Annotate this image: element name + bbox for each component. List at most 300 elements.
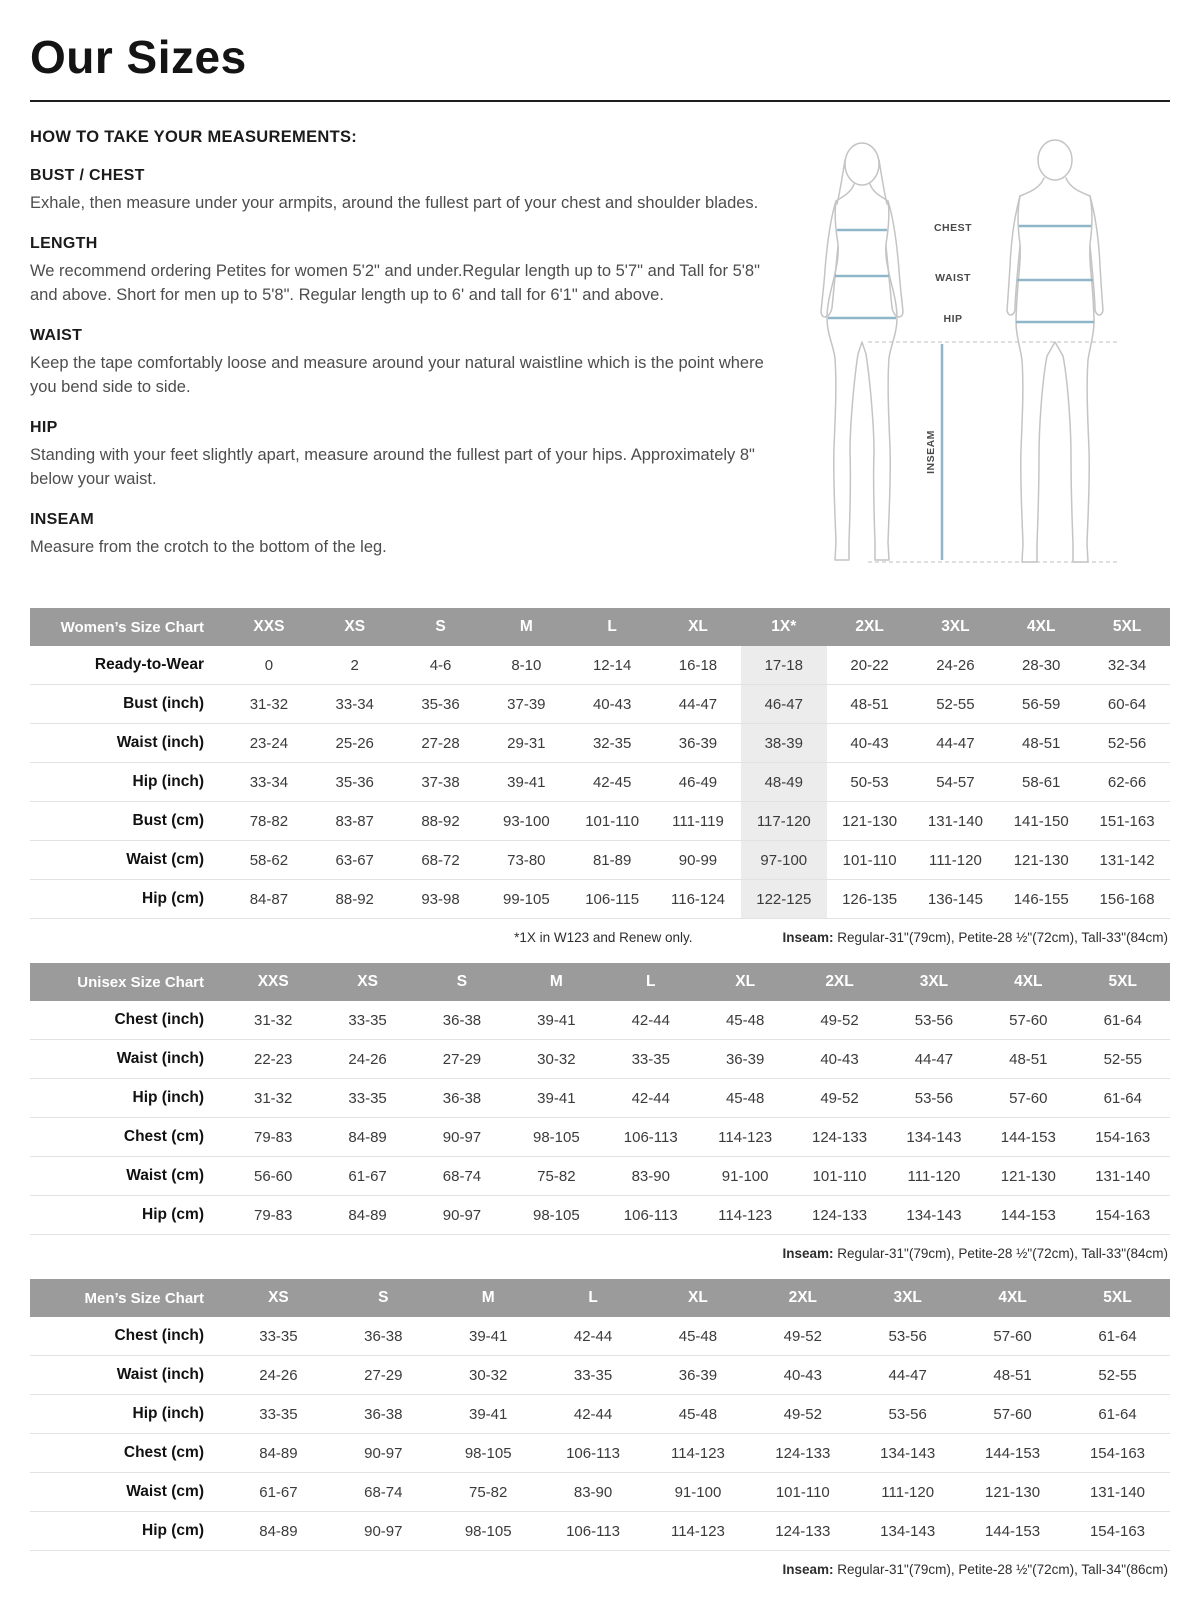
row-label: Waist (cm) — [30, 1473, 226, 1512]
size-value-cell: 45-48 — [698, 1001, 792, 1040]
size-value-cell: 57-60 — [960, 1317, 1065, 1356]
size-value-cell: 121-130 — [998, 841, 1084, 880]
size-value-cell: 88-92 — [312, 880, 398, 919]
column-header-m: M — [509, 963, 603, 1001]
waist-label: WAIST — [935, 272, 971, 284]
inseam-footnote-text: Regular-31"(79cm), Petite-28 ½"(72cm), Tall-33"(84cm) — [833, 1246, 1168, 1261]
size-value-cell: 56-59 — [998, 685, 1084, 724]
size-value-cell: 121-130 — [960, 1473, 1065, 1512]
instruction-body: Measure from the crotch to the bottom of the leg. — [30, 537, 387, 556]
size-value-cell: 46-47 — [741, 685, 827, 724]
size-value-cell: 101-110 — [750, 1473, 855, 1512]
size-value-cell: 106-113 — [541, 1434, 646, 1473]
size-value-cell: 40-43 — [827, 724, 913, 763]
size-value-cell: 75-82 — [509, 1157, 603, 1196]
size-value-cell: 146-155 — [998, 880, 1084, 919]
size-value-cell: 32-35 — [569, 724, 655, 763]
table-row — [30, 724, 1170, 763]
table-row — [30, 1512, 1170, 1551]
size-value-cell: 106-115 — [569, 880, 655, 919]
size-value-cell: 57-60 — [981, 1001, 1075, 1040]
instruction-hip — [30, 419, 782, 491]
instruction-body: Keep the tape comfortably loose and measure around your natural waistline which is the point where you bend side to side. — [30, 354, 764, 396]
size-value-cell: 117-120 — [741, 802, 827, 841]
size-value-cell: 144-153 — [981, 1196, 1075, 1235]
size-value-cell: 40-43 — [750, 1356, 855, 1395]
size-value-cell: 98-105 — [509, 1196, 603, 1235]
size-value-cell: 78-82 — [226, 802, 312, 841]
size-value-cell: 36-39 — [655, 724, 741, 763]
size-value-cell: 79-83 — [226, 1118, 320, 1157]
column-header-l: L — [541, 1279, 646, 1317]
inseam-footnote-label: Inseam: — [782, 930, 834, 945]
size-value-cell: 83-90 — [541, 1473, 646, 1512]
size-value-cell: 48-51 — [981, 1040, 1075, 1079]
size-value-cell: 49-52 — [792, 1001, 886, 1040]
size-value-cell: 62-66 — [1084, 763, 1170, 802]
size-value-cell: 114-123 — [646, 1434, 751, 1473]
size-value-cell: 91-100 — [646, 1473, 751, 1512]
measurement-figures-illustration — [790, 130, 1162, 592]
header-row — [30, 963, 1170, 1001]
size-value-cell: 39-41 — [436, 1395, 541, 1434]
size-value-cell: 54-57 — [913, 763, 999, 802]
size-value-cell: 154-163 — [1076, 1196, 1170, 1235]
size-value-cell: 42-44 — [604, 1079, 698, 1118]
size-value-cell: 52-55 — [1065, 1356, 1170, 1395]
size-value-cell: 42-45 — [569, 763, 655, 802]
man-figure-outline — [1007, 140, 1103, 562]
column-header-m: M — [436, 1279, 541, 1317]
size-value-cell: 33-34 — [226, 763, 312, 802]
table-row — [30, 841, 1170, 880]
size-value-cell: 68-72 — [398, 841, 484, 880]
table-title: Unisex Size Chart — [30, 963, 226, 1001]
table-row — [30, 763, 1170, 802]
size-value-cell: 36-39 — [646, 1356, 751, 1395]
size-value-cell: 121-130 — [827, 802, 913, 841]
size-value-cell: 111-120 — [855, 1473, 960, 1512]
size-value-cell: 68-74 — [331, 1473, 436, 1512]
table-row — [30, 1356, 1170, 1395]
size-value-cell: 141-150 — [998, 802, 1084, 841]
size-value-cell: 154-163 — [1065, 1512, 1170, 1551]
woman-figure-outline — [821, 143, 903, 560]
size-value-cell: 25-26 — [312, 724, 398, 763]
column-header-xl: XL — [698, 963, 792, 1001]
size-value-cell: 131-140 — [913, 802, 999, 841]
instruction-body: We recommend ordering Petites for women 5'2" and under.Regular length up to 5'7" and Tall for 5'8" and above. Short for men up to 5'8". Regular length up to 6' and tall for 6'1" and above. — [30, 262, 760, 304]
size-value-cell: 22-23 — [226, 1040, 320, 1079]
size-value-cell: 151-163 — [1084, 802, 1170, 841]
size-value-cell: 84-89 — [320, 1118, 414, 1157]
table-row — [30, 802, 1170, 841]
row-label: Waist (cm) — [30, 841, 226, 880]
inseam-footnote-text: Regular-31"(79cm), Petite-28 ½"(72cm), Tall-33"(84cm) — [833, 930, 1168, 945]
size-value-cell: 144-153 — [981, 1118, 1075, 1157]
size-value-cell: 27-29 — [415, 1040, 509, 1079]
size-value-cell: 23-24 — [226, 724, 312, 763]
size-value-cell: 61-64 — [1065, 1395, 1170, 1434]
size-value-cell: 131-140 — [1076, 1157, 1170, 1196]
row-label: Bust (inch) — [30, 685, 226, 724]
size-value-cell: 52-55 — [1076, 1040, 1170, 1079]
size-value-cell: 52-56 — [1084, 724, 1170, 763]
footnote-inseam — [782, 930, 1168, 945]
instruction-title: BUST / CHEST — [30, 167, 145, 184]
row-label: Waist (inch) — [30, 724, 226, 763]
size-value-cell: 52-55 — [913, 685, 999, 724]
size-value-cell: 58-62 — [226, 841, 312, 880]
size-value-cell: 98-105 — [436, 1434, 541, 1473]
table-row — [30, 1196, 1170, 1235]
column-header-4xl: 4XL — [998, 608, 1084, 646]
size-value-cell: 84-89 — [226, 1434, 331, 1473]
instructions-column — [30, 128, 782, 579]
size-value-cell: 16-18 — [655, 646, 741, 685]
table-row — [30, 880, 1170, 919]
size-value-cell: 4-6 — [398, 646, 484, 685]
size-value-cell: 84-89 — [226, 1512, 331, 1551]
mens-size-chart-table — [30, 1279, 1170, 1551]
instruction-title: INSEAM — [30, 510, 95, 528]
size-value-cell: 58-61 — [998, 763, 1084, 802]
size-value-cell: 124-133 — [750, 1512, 855, 1551]
size-value-cell: 44-47 — [887, 1040, 981, 1079]
column-header-5xl: 5XL — [1076, 963, 1170, 1001]
size-value-cell: 111-120 — [913, 841, 999, 880]
size-value-cell: 48-51 — [960, 1356, 1065, 1395]
size-value-cell: 32-34 — [1084, 646, 1170, 685]
size-value-cell: 35-36 — [312, 763, 398, 802]
instruction-inseam — [30, 511, 782, 559]
size-value-cell: 90-97 — [415, 1118, 509, 1157]
table-row — [30, 1001, 1170, 1040]
size-value-cell: 61-67 — [226, 1473, 331, 1512]
size-value-cell: 53-56 — [855, 1317, 960, 1356]
size-value-cell: 99-105 — [483, 880, 569, 919]
table-row — [30, 646, 1170, 685]
column-header-xxs: XXS — [226, 963, 320, 1001]
title-divider — [30, 100, 1170, 102]
size-value-cell: 24-26 — [913, 646, 999, 685]
size-value-cell: 101-110 — [827, 841, 913, 880]
column-header-5xl: 5XL — [1084, 608, 1170, 646]
unisex-size-chart-section — [30, 963, 1170, 1263]
row-label: Waist (cm) — [30, 1157, 226, 1196]
column-header-2xl: 2XL — [750, 1279, 855, 1317]
size-value-cell: 90-99 — [655, 841, 741, 880]
column-header-1x: 1X* — [741, 608, 827, 646]
column-header-4xl: 4XL — [981, 963, 1075, 1001]
inseam-label: INSEAM — [925, 430, 937, 474]
instruction-title: LENGTH — [30, 235, 98, 253]
column-header-l: L — [604, 963, 698, 1001]
size-value-cell: 33-35 — [226, 1395, 331, 1434]
size-value-cell: 79-83 — [226, 1196, 320, 1235]
size-value-cell: 84-87 — [226, 880, 312, 919]
column-header-4xl: 4XL — [960, 1279, 1065, 1317]
size-value-cell: 39-41 — [509, 1001, 603, 1040]
size-value-cell: 44-47 — [855, 1356, 960, 1395]
footnote-1x-note: *1X in W123 and Renew only. — [514, 930, 693, 945]
size-value-cell: 50-53 — [827, 763, 913, 802]
size-value-cell: 31-32 — [226, 685, 312, 724]
size-value-cell: 33-34 — [312, 685, 398, 724]
size-value-cell: 84-89 — [320, 1196, 414, 1235]
size-value-cell: 131-140 — [1065, 1473, 1170, 1512]
size-value-cell: 136-145 — [913, 880, 999, 919]
column-header-m: M — [483, 608, 569, 646]
size-value-cell: 45-48 — [646, 1317, 751, 1356]
row-label: Chest (cm) — [30, 1118, 226, 1157]
size-value-cell: 101-110 — [792, 1157, 886, 1196]
size-value-cell: 122-125 — [741, 880, 827, 919]
instruction-body: Standing with your feet slightly apart, measure around the fullest part of your hips. Approximately 8" below your waist. — [30, 446, 755, 488]
size-value-cell: 156-168 — [1084, 880, 1170, 919]
size-value-cell: 40-43 — [569, 685, 655, 724]
size-value-cell: 35-36 — [398, 685, 484, 724]
table-row — [30, 1473, 1170, 1512]
size-value-cell: 30-32 — [436, 1356, 541, 1395]
table-row — [30, 1395, 1170, 1434]
size-value-cell: 31-32 — [226, 1001, 320, 1040]
column-header-l: L — [569, 608, 655, 646]
size-value-cell: 88-92 — [398, 802, 484, 841]
size-value-cell: 134-143 — [887, 1118, 981, 1157]
size-value-cell: 36-38 — [331, 1395, 436, 1434]
unisex-size-chart-table — [30, 963, 1170, 1235]
size-value-cell: 49-52 — [750, 1395, 855, 1434]
size-value-cell: 36-39 — [698, 1040, 792, 1079]
size-value-cell: 48-51 — [998, 724, 1084, 763]
column-header-xs: XS — [312, 608, 398, 646]
table-title: Men’s Size Chart — [30, 1279, 226, 1317]
column-header-xl: XL — [655, 608, 741, 646]
size-value-cell: 36-38 — [415, 1079, 509, 1118]
womens-size-chart-table — [30, 608, 1170, 919]
size-value-cell: 83-87 — [312, 802, 398, 841]
size-value-cell: 38-39 — [741, 724, 827, 763]
footnote-inseam — [782, 1562, 1168, 1577]
column-header-s: S — [415, 963, 509, 1001]
table-row — [30, 1317, 1170, 1356]
size-value-cell: 53-56 — [887, 1079, 981, 1118]
header-row — [30, 1279, 1170, 1317]
size-value-cell: 44-47 — [655, 685, 741, 724]
size-value-cell: 48-51 — [827, 685, 913, 724]
table-title: Women’s Size Chart — [30, 608, 226, 646]
size-value-cell: 2 — [312, 646, 398, 685]
inseam-footnote-label: Inseam: — [782, 1246, 834, 1261]
size-value-cell: 111-120 — [887, 1157, 981, 1196]
size-value-cell: 57-60 — [960, 1395, 1065, 1434]
size-value-cell: 68-74 — [415, 1157, 509, 1196]
instruction-body: Exhale, then measure under your armpits, around the fullest part of your chest and shoulder blades. — [30, 194, 759, 212]
size-value-cell: 36-38 — [331, 1317, 436, 1356]
column-header-5xl: 5XL — [1065, 1279, 1170, 1317]
column-header-2xl: 2XL — [792, 963, 886, 1001]
size-value-cell: 44-47 — [913, 724, 999, 763]
size-value-cell: 8-10 — [483, 646, 569, 685]
size-value-cell: 97-100 — [741, 841, 827, 880]
size-value-cell: 91-100 — [698, 1157, 792, 1196]
table-row — [30, 1118, 1170, 1157]
size-value-cell: 124-133 — [792, 1196, 886, 1235]
column-header-xxs: XXS — [226, 608, 312, 646]
size-value-cell: 98-105 — [509, 1118, 603, 1157]
size-value-cell: 27-29 — [331, 1356, 436, 1395]
column-header-s: S — [331, 1279, 436, 1317]
size-value-cell: 116-124 — [655, 880, 741, 919]
size-value-cell: 39-41 — [436, 1317, 541, 1356]
mens-chart-footnotes — [30, 1551, 1170, 1579]
instruction-waist — [30, 327, 782, 399]
column-header-xs: XS — [226, 1279, 331, 1317]
womens-size-chart-section — [30, 608, 1170, 947]
size-value-cell: 83-90 — [604, 1157, 698, 1196]
size-value-cell: 121-130 — [981, 1157, 1075, 1196]
size-value-cell: 29-31 — [483, 724, 569, 763]
size-value-cell: 73-80 — [483, 841, 569, 880]
row-label: Waist (inch) — [30, 1040, 226, 1079]
size-value-cell: 61-67 — [320, 1157, 414, 1196]
size-value-cell: 39-41 — [509, 1079, 603, 1118]
womens-chart-footnotes — [30, 919, 1170, 947]
size-value-cell: 106-113 — [604, 1118, 698, 1157]
size-value-cell: 36-38 — [415, 1001, 509, 1040]
measurements-section — [30, 128, 1170, 592]
size-value-cell: 90-97 — [415, 1196, 509, 1235]
size-value-cell: 45-48 — [646, 1395, 751, 1434]
size-value-cell: 37-39 — [483, 685, 569, 724]
row-label: Chest (inch) — [30, 1001, 226, 1040]
table-row — [30, 1079, 1170, 1118]
instruction-bust-chest — [30, 167, 782, 215]
size-value-cell: 53-56 — [887, 1001, 981, 1040]
row-label: Waist (inch) — [30, 1356, 226, 1395]
size-value-cell: 28-30 — [998, 646, 1084, 685]
unisex-chart-footnotes — [30, 1235, 1170, 1263]
row-label: Chest (cm) — [30, 1434, 226, 1473]
size-value-cell: 131-142 — [1084, 841, 1170, 880]
chest-label: CHEST — [933, 222, 973, 234]
size-value-cell: 126-135 — [827, 880, 913, 919]
row-label: Hip (cm) — [30, 880, 226, 919]
size-value-cell: 60-64 — [1084, 685, 1170, 724]
row-label: Hip (inch) — [30, 1079, 226, 1118]
size-value-cell: 114-123 — [698, 1196, 792, 1235]
size-value-cell: 90-97 — [331, 1434, 436, 1473]
size-value-cell: 30-32 — [509, 1040, 603, 1079]
column-header-xs: XS — [320, 963, 414, 1001]
size-value-cell: 27-28 — [398, 724, 484, 763]
size-value-cell: 90-97 — [331, 1512, 436, 1551]
size-value-cell: 63-67 — [312, 841, 398, 880]
column-header-xl: XL — [646, 1279, 751, 1317]
size-value-cell: 154-163 — [1065, 1434, 1170, 1473]
instruction-length — [30, 235, 782, 307]
size-value-cell: 39-41 — [483, 763, 569, 802]
size-value-cell: 42-44 — [541, 1395, 646, 1434]
size-value-cell: 144-153 — [960, 1434, 1065, 1473]
row-label: Ready-to-Wear — [30, 646, 226, 685]
inseam-footnote-text: Regular-31"(79cm), Petite-28 ½"(72cm), Tall-34"(86cm) — [833, 1562, 1168, 1577]
size-value-cell: 33-35 — [604, 1040, 698, 1079]
instruction-title: HIP — [30, 419, 58, 437]
size-value-cell: 93-98 — [398, 880, 484, 919]
size-value-cell: 33-35 — [226, 1317, 331, 1356]
header-row — [30, 608, 1170, 646]
hip-label: HIP — [943, 313, 963, 325]
size-value-cell: 48-49 — [741, 763, 827, 802]
size-value-cell: 33-35 — [320, 1001, 414, 1040]
measurement-diagram — [782, 128, 1170, 592]
size-value-cell: 134-143 — [855, 1512, 960, 1551]
row-label: Hip (cm) — [30, 1196, 226, 1235]
size-value-cell: 61-64 — [1076, 1079, 1170, 1118]
footnote-inseam — [782, 1246, 1168, 1261]
size-value-cell: 33-35 — [541, 1356, 646, 1395]
row-label: Hip (inch) — [30, 1395, 226, 1434]
row-label: Hip (cm) — [30, 1512, 226, 1551]
size-value-cell: 42-44 — [604, 1001, 698, 1040]
size-value-cell: 111-119 — [655, 802, 741, 841]
size-value-cell: 61-64 — [1076, 1001, 1170, 1040]
column-header-3xl: 3XL — [887, 963, 981, 1001]
size-value-cell: 24-26 — [226, 1356, 331, 1395]
size-value-cell: 17-18 — [741, 646, 827, 685]
column-header-s: S — [398, 608, 484, 646]
table-row — [30, 685, 1170, 724]
size-value-cell: 24-26 — [320, 1040, 414, 1079]
inseam-footnote-label: Inseam: — [782, 1562, 834, 1577]
instruction-title: WAIST — [30, 327, 83, 345]
size-value-cell: 56-60 — [226, 1157, 320, 1196]
page-title: Our Sizes — [30, 31, 247, 83]
size-value-cell: 134-143 — [855, 1434, 960, 1473]
size-value-cell: 20-22 — [827, 646, 913, 685]
size-value-cell: 134-143 — [887, 1196, 981, 1235]
size-value-cell: 124-133 — [792, 1118, 886, 1157]
size-value-cell: 53-56 — [855, 1395, 960, 1434]
column-header-3xl: 3XL — [913, 608, 999, 646]
row-label: Chest (inch) — [30, 1317, 226, 1356]
table-row — [30, 1434, 1170, 1473]
size-value-cell: 75-82 — [436, 1473, 541, 1512]
table-row — [30, 1040, 1170, 1079]
size-value-cell: 45-48 — [698, 1079, 792, 1118]
size-value-cell: 106-113 — [541, 1512, 646, 1551]
size-value-cell: 98-105 — [436, 1512, 541, 1551]
size-value-cell: 57-60 — [981, 1079, 1075, 1118]
row-label: Bust (cm) — [30, 802, 226, 841]
size-value-cell: 106-113 — [604, 1196, 698, 1235]
size-value-cell: 46-49 — [655, 763, 741, 802]
size-value-cell: 81-89 — [569, 841, 655, 880]
size-value-cell: 49-52 — [750, 1317, 855, 1356]
size-value-cell: 93-100 — [483, 802, 569, 841]
size-value-cell: 31-32 — [226, 1079, 320, 1118]
size-value-cell: 114-123 — [698, 1118, 792, 1157]
size-value-cell: 101-110 — [569, 802, 655, 841]
size-value-cell: 40-43 — [792, 1040, 886, 1079]
size-value-cell: 61-64 — [1065, 1317, 1170, 1356]
size-value-cell: 114-123 — [646, 1512, 751, 1551]
size-value-cell: 124-133 — [750, 1434, 855, 1473]
instructions-heading: HOW TO TAKE YOUR MEASUREMENTS: — [30, 128, 358, 146]
row-label: Hip (inch) — [30, 763, 226, 802]
